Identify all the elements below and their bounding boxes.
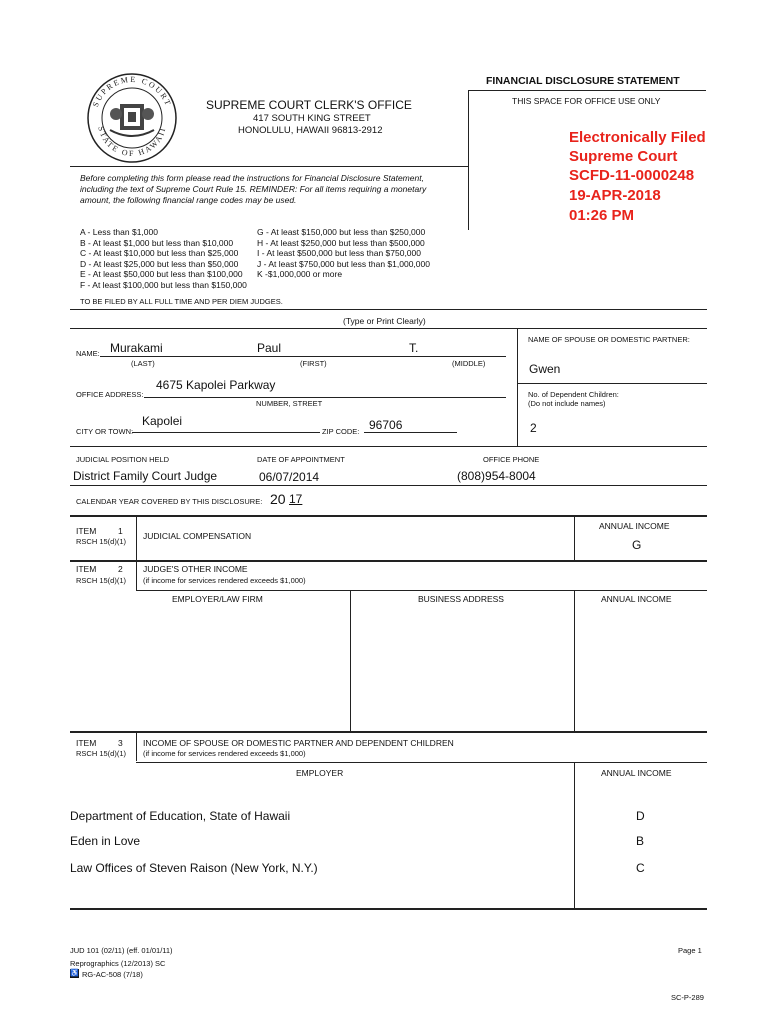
item1-income-code[interactable]: G (632, 538, 642, 552)
seal-text-bottom: STATE OF HAWAII (96, 125, 168, 159)
section-divider-2 (70, 328, 707, 329)
item2-top-border (70, 560, 707, 562)
office-address[interactable]: 4675 Kapolei Parkway (156, 378, 276, 392)
accessibility-icon: ♿ (70, 970, 79, 977)
sc-number: SC-P-289 (671, 993, 704, 1002)
item1-number: 1 (118, 526, 123, 536)
dependents-label2: (Do not include names) (528, 399, 606, 408)
svg-text:STATE OF HAWAII (96, 125, 167, 158)
section-divider-4 (70, 485, 707, 486)
item1-title: JUDICIAL COMPENSATION (143, 531, 252, 541)
page-number: Page 1 (678, 946, 702, 955)
appointment-label: DATE OF APPOINTMENT (257, 455, 345, 464)
type-print-note: (Type or Print Clearly) (343, 316, 426, 326)
item1-annual-label: ANNUAL INCOME (599, 521, 670, 531)
item3-row-code[interactable]: B (636, 834, 645, 848)
appointment-date[interactable]: 06/07/2014 (259, 470, 320, 484)
instructions-line3: amount, the following financial range codes may be used. (80, 195, 297, 205)
form-number: JUD 101 (02/11) (eff. 01/01/11) (70, 946, 173, 955)
svg-text:SUPREME COURT (91, 75, 173, 108)
range-d: D - At least $25,000 but less than $50,000 (80, 258, 239, 269)
item3-left-border (136, 731, 137, 761)
first-name[interactable]: Paul (257, 341, 282, 355)
zip-label: ZIP CODE: (322, 427, 360, 436)
item3-title: INCOME OF SPOUSE OR DOMESTIC PARTNER AND DEPENDENT CHILDREN (143, 738, 454, 748)
range-b: B - At least $1,000 but less than $10,000 (80, 237, 234, 248)
item2-col-divider-2 (574, 590, 575, 732)
item3-bottom-border (70, 908, 707, 910)
item3-row-code[interactable]: C (636, 861, 645, 875)
calendar-year-label: CALENDAR YEAR COVERED BY THIS DISCLOSURE: (76, 497, 263, 506)
office-name: SUPREME COURT CLERK'S OFFICE (206, 98, 412, 112)
item2-label: ITEM (76, 564, 97, 574)
calendar-century: 20 (270, 491, 286, 507)
section-divider-3 (70, 446, 707, 447)
efiled-time: 01:26 PM (569, 207, 635, 224)
item1-top-border (70, 515, 707, 517)
middle-name[interactable]: T. (409, 341, 419, 355)
spouse-label: NAME OF SPOUSE OR DOMESTIC PARTNER: (528, 335, 690, 344)
last-label: (LAST) (131, 359, 155, 368)
filed-by-notice: TO BE FILED BY ALL FULL TIME AND PER DIEM JUDGES. (80, 297, 283, 306)
form-title: FINANCIAL DISCLOSURE STATEMENT (486, 75, 680, 87)
item3-row-employer[interactable]: Eden in Love (70, 834, 141, 848)
item2-title: JUDGE'S OTHER INCOME (143, 564, 248, 574)
office-address-label: OFFICE ADDRESS: (76, 390, 144, 399)
item3-top-border (70, 731, 707, 733)
range-e: E - At least $50,000 but less than $100,000 (80, 269, 243, 279)
item3-header-line (136, 762, 707, 763)
item2-header-line (136, 590, 707, 591)
middle-label: (MIDDLE) (452, 359, 486, 368)
efiled-case-number: SCFD-11-0000248 (569, 167, 695, 184)
judicial-position[interactable]: District Family Court Judge (73, 469, 218, 483)
spouse-box-border (517, 328, 518, 446)
rg-number: RG-AC-508 (7/18) (82, 970, 143, 979)
spouse-name-line (517, 383, 707, 384)
range-j: J - At least $750,000 but less than $1,000,000 (257, 258, 430, 269)
office-address-line1: 417 SOUTH KING STREET (253, 113, 371, 124)
item3-rsch: RSCH 15(d)(1) (76, 749, 127, 758)
range-h: H - At least $250,000 but less than $500,000 (257, 237, 425, 248)
office-use-label: THIS SPACE FOR OFFICE USE ONLY (512, 96, 661, 106)
range-g: G - At least $150,000 but less than $250,000 (257, 227, 426, 237)
item3-row-code[interactable]: D (636, 809, 645, 823)
item1-income-border (574, 515, 575, 560)
judicial-position-label: JUDICIAL POSITION HELD (76, 455, 170, 464)
office-phone[interactable]: (808)954-8004 (457, 469, 536, 483)
item3-label: ITEM (76, 738, 97, 748)
item3-subtitle: (if income for services rendered exceeds $1,000) (143, 749, 306, 758)
item2-col-address: BUSINESS ADDRESS (418, 594, 504, 604)
office-use-border (468, 90, 469, 230)
range-k: K -$1,000,000 or more (257, 269, 343, 279)
item3-row-employer[interactable]: Department of Education, State of Hawaii (70, 809, 291, 823)
ranges-right (257, 227, 430, 280)
item2-left-border (136, 560, 137, 590)
item3-col-divider (574, 762, 575, 908)
calendar-year[interactable]: 17 (289, 492, 303, 506)
item3-col-employer: EMPLOYER (296, 768, 344, 778)
last-name[interactable]: Murakami (110, 341, 163, 355)
header-divider (70, 166, 468, 167)
reprographics-note: Reprographics (12/2013) SC (70, 959, 166, 968)
city-line (132, 432, 320, 433)
item2-col-employer: EMPLOYER/LAW FIRM (172, 594, 263, 604)
item2-subtitle: (if income for services rendered exceeds $1,000) (143, 576, 306, 585)
item1-label: ITEM (76, 526, 97, 536)
range-a: A - Less than $1,000 (80, 227, 158, 237)
efiled-line1: Electronically Filed (569, 129, 706, 146)
zip[interactable]: 96706 (369, 418, 403, 432)
item2-rsch: RSCH 15(d)(1) (76, 576, 127, 585)
item2-col-divider-1 (350, 590, 351, 732)
name-line (100, 356, 506, 357)
dependents-label1: No. of Dependent Children: (528, 390, 619, 399)
item3-number: 3 (118, 738, 123, 748)
item1-rsch: RSCH 15(d)(1) (76, 537, 127, 546)
range-c: C - At least $10,000 but less than $25,000 (80, 248, 239, 258)
seal-text-top: SUPREME COURT (90, 74, 174, 109)
item3-col-annual: ANNUAL INCOME (601, 768, 672, 778)
number-street-label: NUMBER, STREET (256, 399, 323, 408)
dependents-count[interactable]: 2 (530, 421, 537, 435)
name-label: NAME: (76, 349, 100, 358)
title-divider (468, 90, 706, 91)
range-f: F - At least $100,000 but less than $150,000 (80, 279, 247, 290)
range-i: I - At least $500,000 but less than $750,000 (257, 248, 421, 258)
spouse-name[interactable]: Gwen (529, 362, 561, 376)
item3-row-employer[interactable]: Law Offices of Steven Raison (New York, N.Y.) (70, 861, 318, 875)
ranges-left (80, 227, 247, 290)
efiled-line2: Supreme Court (569, 148, 678, 165)
office-address-line (144, 397, 506, 398)
first-label: (FIRST) (300, 359, 327, 368)
office-address-line2: HONOLULU, HAWAII 96813-2912 (238, 125, 383, 136)
item2-col-annual: ANNUAL INCOME (601, 594, 672, 604)
efiled-date: 19-APR-2018 (569, 187, 661, 204)
instructions-line2: including the text of Supreme Court Rule 15. REMINDER: For all items requiring a monetary (80, 184, 427, 194)
zip-line (364, 432, 457, 433)
city[interactable]: Kapolei (142, 414, 183, 428)
city-label: CITY OR TOWN: (76, 427, 134, 436)
item2-number: 2 (118, 564, 123, 574)
office-phone-label: OFFICE PHONE (483, 455, 540, 464)
item1-left-border (136, 515, 137, 560)
instructions-line1: Before completing this form please read the instructions for Financial Disclosure Statement, (80, 173, 424, 183)
section-divider-1 (70, 309, 707, 310)
supreme-court-seal (86, 72, 178, 164)
